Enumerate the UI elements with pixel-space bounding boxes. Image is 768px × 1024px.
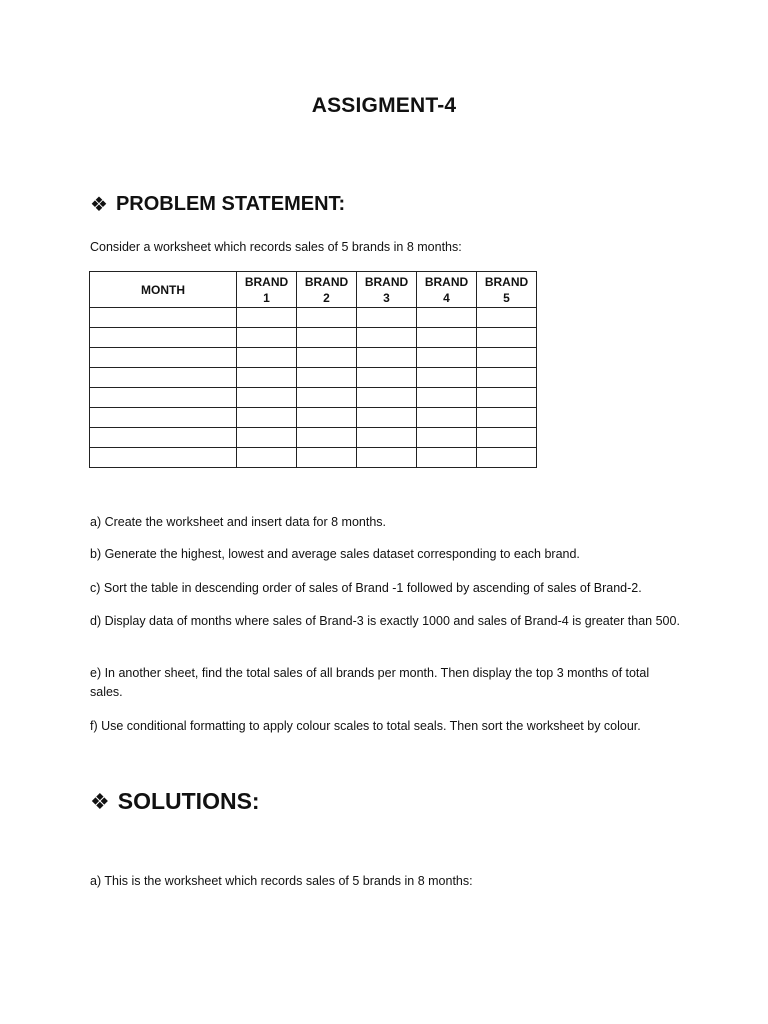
table-cell (237, 428, 297, 448)
table-header-row (90, 272, 537, 308)
brand-header-number: 5 (503, 290, 510, 305)
brand-header-line: BRAND (244, 274, 289, 289)
brand-5-header (477, 272, 537, 308)
table-cell (357, 428, 417, 448)
question-c: c) Sort the table in descending order of sales of Brand -1 followed by ascending of sales of Brand-2. (90, 581, 642, 595)
table-cell (90, 408, 237, 428)
table-cell (357, 368, 417, 388)
table-cell (297, 428, 357, 448)
sales-table (89, 271, 537, 468)
table-cell (297, 408, 357, 428)
brand-header-number: 2 (323, 290, 330, 305)
table-cell (417, 348, 477, 368)
table-cell (417, 308, 477, 328)
table-cell (237, 388, 297, 408)
table-row (90, 348, 537, 368)
brand-header-line: BRAND (364, 274, 409, 289)
table-row (90, 408, 537, 428)
question-e: e) In another sheet, find the total sales of all brands per month. Then display the top 3 months of total sales. (90, 666, 650, 699)
table-cell (237, 308, 297, 328)
question-d: d) Display data of months where sales of Brand-3 is exactly 1000 and sales of Brand-4 is greater than 500. (90, 614, 680, 628)
table-cell (417, 368, 477, 388)
diamond-bullet-icon: ❖ (90, 788, 110, 814)
table-cell (357, 408, 417, 428)
table-cell (477, 388, 537, 408)
solution-a: a) This is the worksheet which records sales of 5 brands in 8 months: (90, 874, 473, 888)
brand-header-number: 4 (443, 290, 450, 305)
problem-statement-label: PROBLEM STATEMENT: (115, 193, 346, 215)
table-cell (357, 348, 417, 368)
brand-3-header (357, 272, 417, 308)
table-cell (357, 308, 417, 328)
brand-2-header (297, 272, 357, 308)
table-cell (357, 328, 417, 348)
table-row (90, 328, 537, 348)
brand-1-header (237, 272, 297, 308)
diamond-bullet-icon: ❖ (90, 193, 108, 216)
table-cell (297, 388, 357, 408)
question-a: a) Create the worksheet and insert data for 8 months. (90, 515, 386, 529)
table-cell (297, 348, 357, 368)
table-row (90, 368, 537, 388)
table-row (90, 308, 537, 328)
table-row (90, 428, 537, 448)
problem-statement-heading (90, 193, 345, 216)
month-header: MONTH (90, 272, 237, 308)
table-cell (297, 328, 357, 348)
table-cell (90, 428, 237, 448)
table-cell (477, 448, 537, 468)
table-cell (477, 368, 537, 388)
brand-4-header (417, 272, 477, 308)
table-cell (477, 308, 537, 328)
question-b: b) Generate the highest, lowest and average sales dataset corresponding to each brand. (90, 547, 580, 561)
table-cell (237, 348, 297, 368)
table-cell (477, 328, 537, 348)
table-cell (477, 428, 537, 448)
table-cell (297, 308, 357, 328)
table-cell (90, 448, 237, 468)
table-cell (417, 328, 477, 348)
table-cell (237, 408, 297, 428)
brand-header-line: BRAND (484, 274, 529, 289)
table-cell (357, 388, 417, 408)
table-row (90, 388, 537, 408)
table-cell (417, 448, 477, 468)
solutions-label: SOLUTIONS: (117, 788, 260, 814)
solutions-heading (90, 788, 260, 815)
brand-header-number: 1 (263, 290, 270, 305)
table-cell (417, 408, 477, 428)
table-cell (237, 448, 297, 468)
table-cell (90, 388, 237, 408)
table-row (90, 448, 537, 468)
table-cell (297, 448, 357, 468)
problem-intro: Consider a worksheet which records sales of 5 brands in 8 months: (90, 240, 462, 254)
table-cell (297, 368, 357, 388)
table-cell (417, 388, 477, 408)
table-cell (477, 408, 537, 428)
page-title: ASSIGMENT-4 (311, 94, 457, 117)
table-cell (357, 448, 417, 468)
brand-header-line: BRAND (304, 274, 349, 289)
table-cell (477, 348, 537, 368)
brand-header-line: BRAND (424, 274, 469, 289)
table-cell (90, 328, 237, 348)
table-cell (90, 368, 237, 388)
table-cell (90, 348, 237, 368)
brand-header-number: 3 (383, 290, 390, 305)
table-cell (90, 308, 237, 328)
question-f: f) Use conditional formatting to apply colour scales to total seals. Then sort the worksheet by colour. (90, 719, 641, 733)
table-cell (417, 428, 477, 448)
table-cell (237, 368, 297, 388)
table-cell (237, 328, 297, 348)
